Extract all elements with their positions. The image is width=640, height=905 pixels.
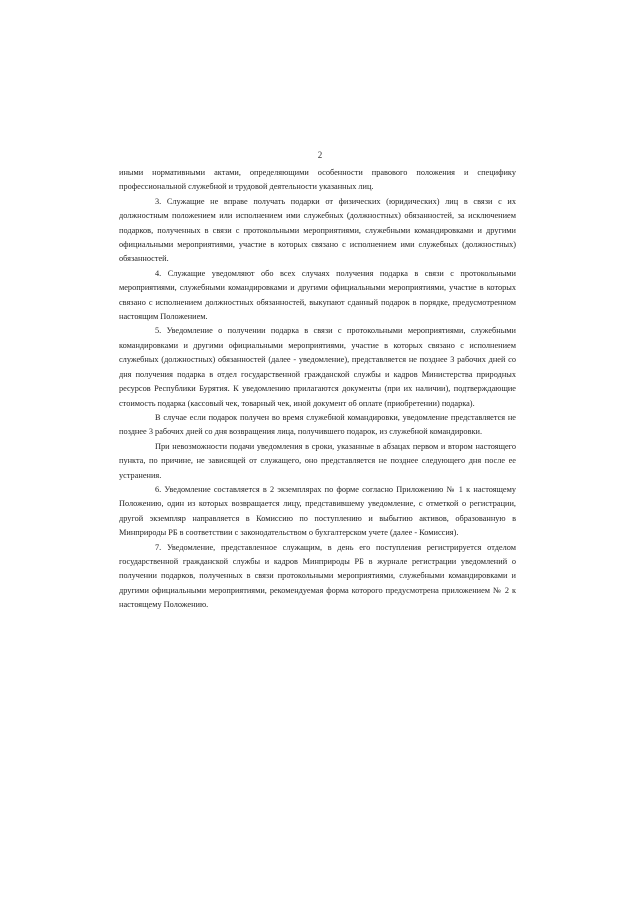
paragraph-clause-5-impossibility: При невозможности подачи уведомления в сроки, указанные в абзацах первом и втором настоящего пункта, по причине, не зависящей от служащего, оно представляется не позднее следующего дня после ее устранения. — [119, 441, 516, 480]
paragraph-clause-5-business-trip: В случае если подарок получен во время служебной командировки, уведомление представляется не позднее 3 рабочих дней со дня возвращения лица, получившего подарок, из служебной командировки. — [119, 412, 516, 437]
paragraph-clause-4: 4. Служащие уведомляют обо всех случаях получения подарка в связи с протокольными мероприятиями, служебными командировками и другими официальными мероприятиями, участие в которых связано с исполнением должностных обязанностей, выкупают сданный подарок в порядке, предусмотренном настоящим Положением. — [119, 268, 516, 322]
paragraph-continuation: иными нормативными актами, определяющими особенности правового положения и специфику профессиональной служебной и трудовой деятельности указанных лиц. — [119, 168, 516, 192]
paragraph-clause-6: 6. Уведомление составляется в 2 экземплярах по форме согласно Приложению № 1 к настоящему Положению, один из которых возвращается лицу, представившему уведомление, с отметкой о регистрации, другой экземпляр направляется в Комиссию по поступлению и выбытию активов, образованную в Минприроды РБ в соответствии с законодательством о бухгалтерском учете (далее - Комиссия). — [119, 484, 516, 538]
paragraph-clause-5: 5. Уведомление о получении подарка в связи с протокольными мероприятиями, служебными командировками и другими официальными мероприятиями, участие в которых связано с исполнением служебных (должностных) обязанностей (далее - уведомление), представляется не позднее 3 рабочих дней со дня получения подарка в отдел государственной гражданской службы и кадров Министерства природных ресурсов Республики Бурятия. К уведомлению прилагаются документы (при их наличии), подтверждающие стоимость подарка (кассовый чек, товарный чек, иной документ об оплате (приобретении) подарка). — [119, 326, 516, 408]
page-number: 2 — [317, 150, 323, 160]
document-body — [119, 166, 516, 613]
paragraph-clause-7: 7. Уведомление, представленное служащим, в день его поступления регистрируется отделом государственной гражданской службы и кадров Минприроды РБ в журнале регистрации уведомлений о получении подарков, полученных в связи протокольными мероприятиями, служебными командировками и другими официальными мероприятиями, рекомендуемая форма которого предусмотрена приложением № 2 к настоящему Положению. — [119, 542, 516, 610]
paragraph-clause-3: 3. Служащие не вправе получать подарки от физических (юридических) лиц в связи с их должностным положением или исполнением ими служебных (должностных) обязанностей, за исключением подарков, полученных в связи с протокольными мероприятиями, служебными командировками и другими официальными мероприятиями, участие в которых связано с исполнением ими служебных (должностных) обязанностей. — [119, 196, 516, 264]
